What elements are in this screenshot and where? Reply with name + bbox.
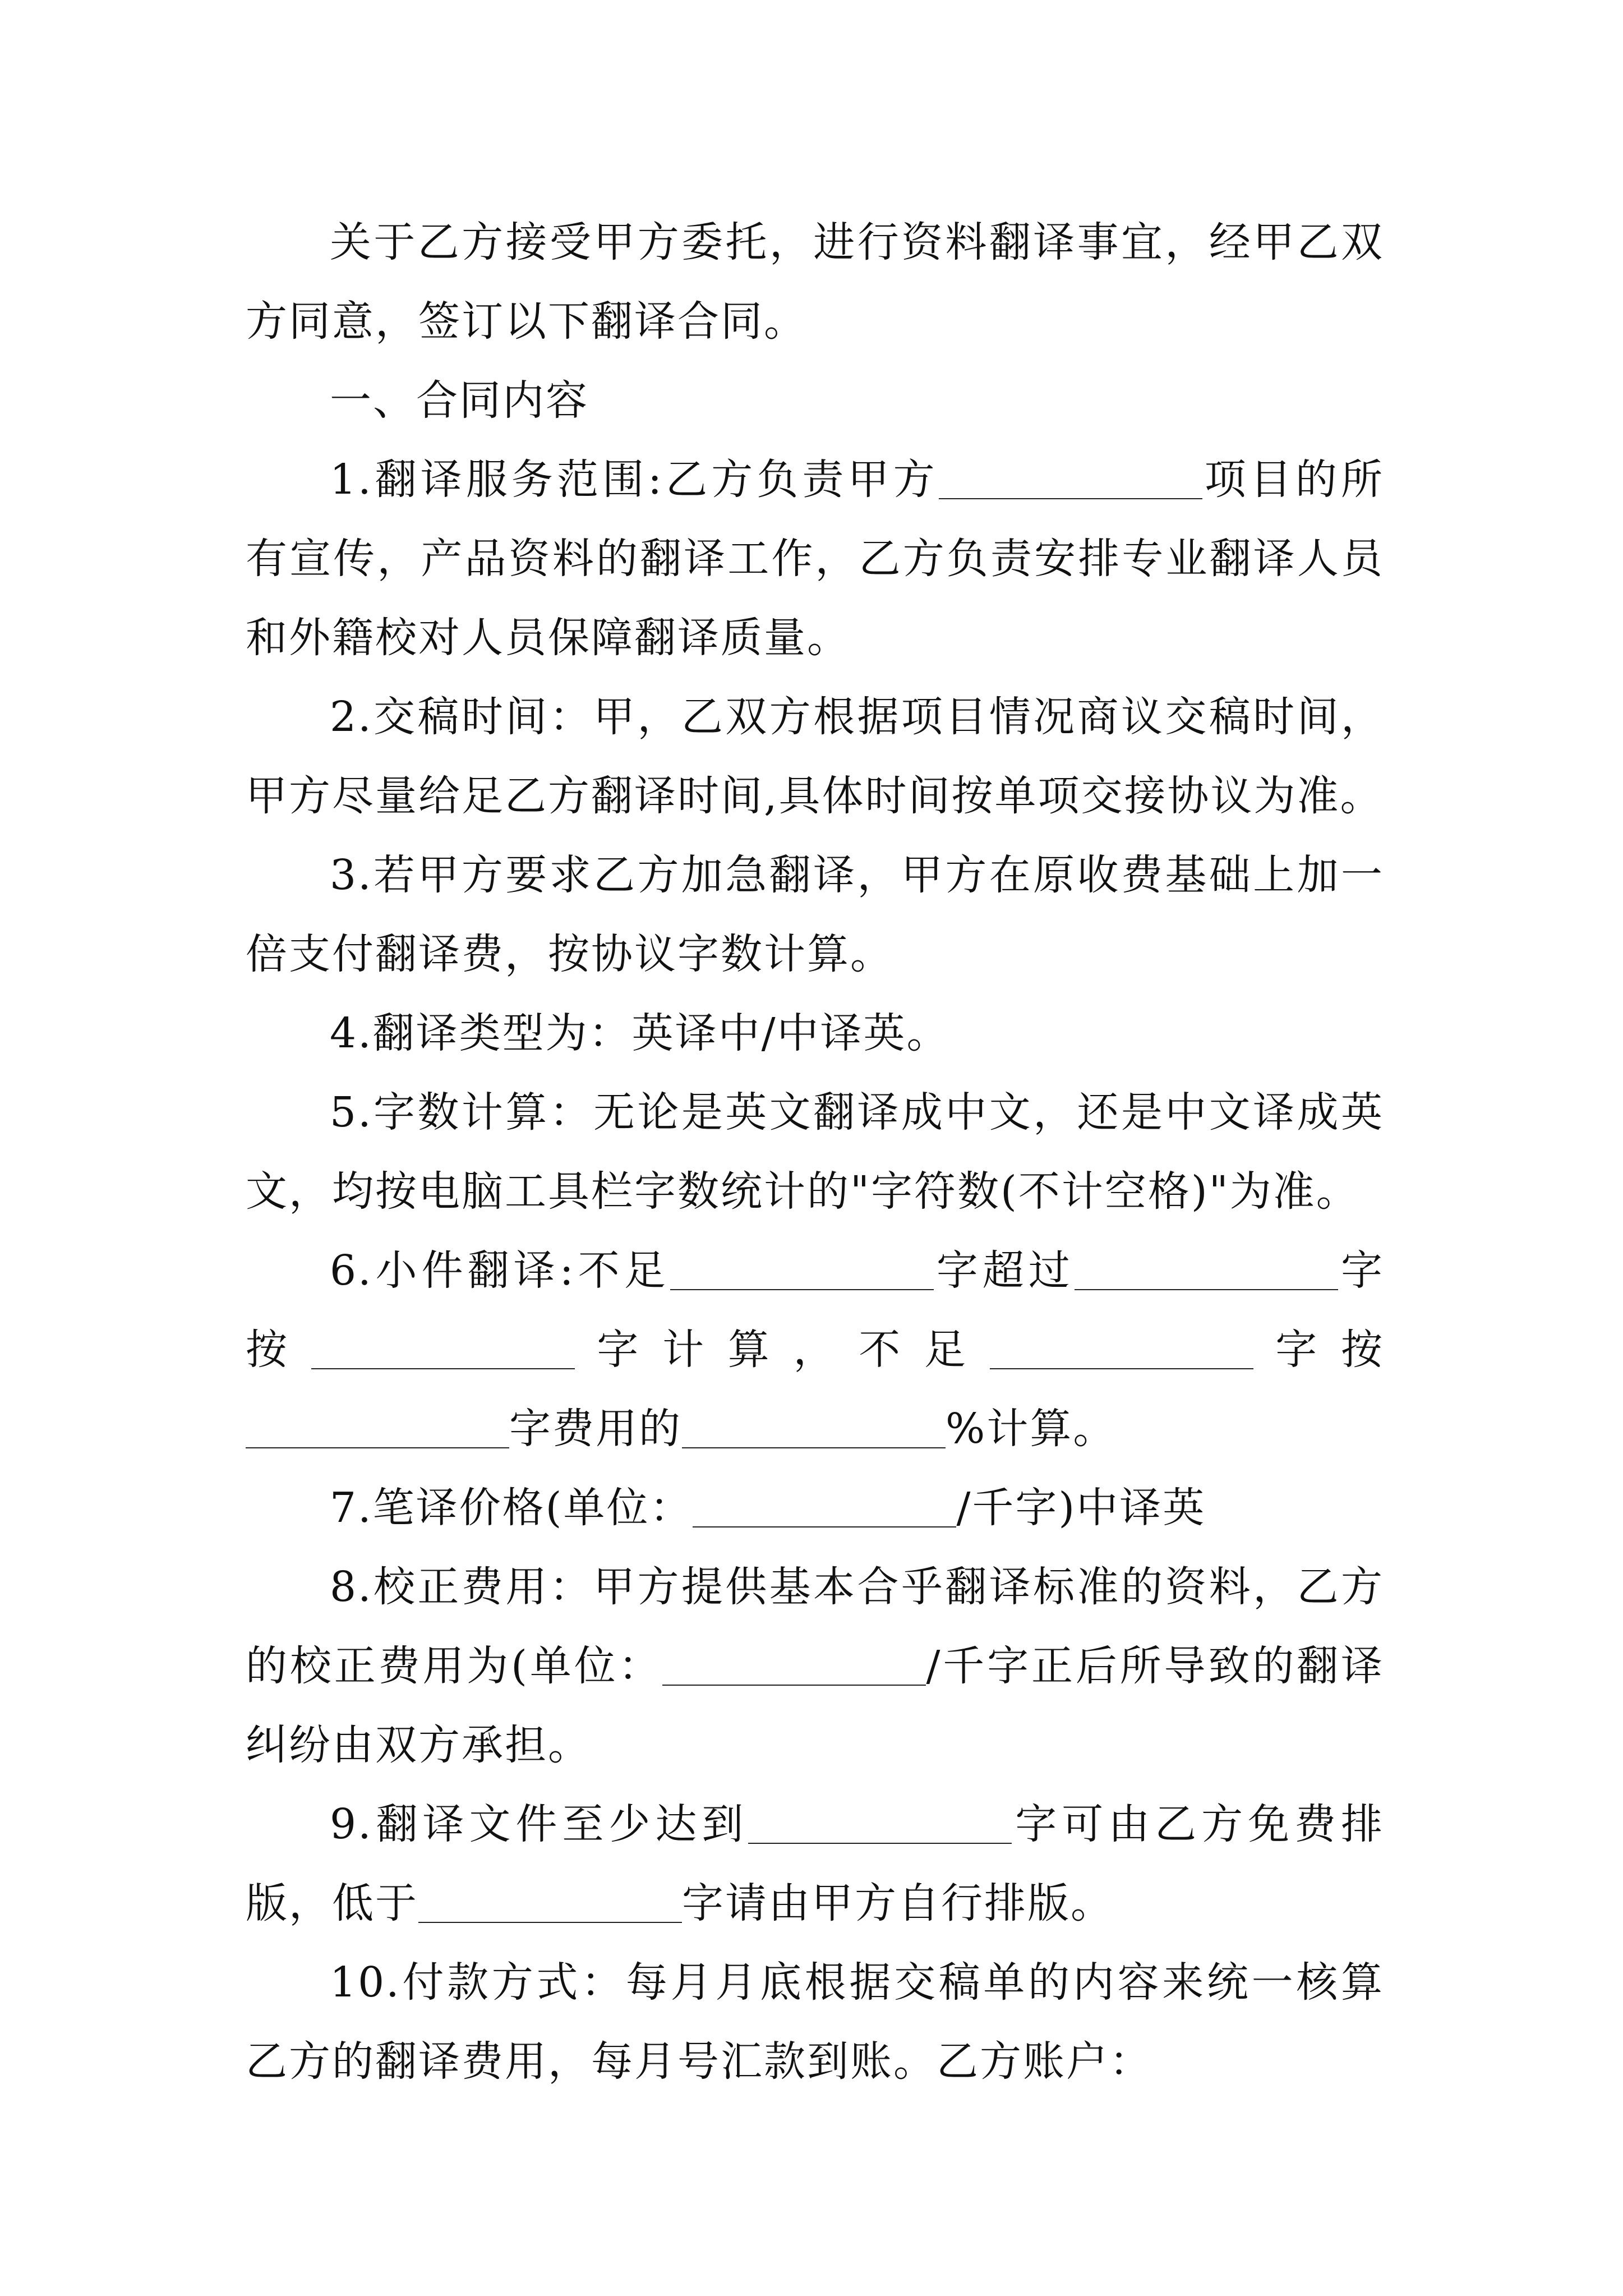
section-title: 一、合同内容 [330,376,589,425]
blank-proofread-price [662,1684,926,1686]
blank-percent [682,1447,946,1448]
clause-5: 5.字数计算：无论是英文翻译成中文，还是中文译成英文，均按电脑工具栏字数统计的"字符数(不计空格)"为准。 [246,1088,1384,1216]
blank-min-words [670,1289,934,1290]
blank-layout-under [418,1921,682,1923]
clause-6-part-6: 字费用的 [509,1405,682,1453]
clause-9 [246,1785,1384,1943]
clause-6-part-7: %计算。 [946,1405,1117,1453]
intro-paragraph: 关于乙方接受甲方委托，进行资料翻译事宜，经甲乙双方同意，签订以下翻译合同。 [246,218,1384,346]
clause-6-part-3: 字按 [246,1246,1385,1374]
clause-8 [246,1548,1384,1785]
clause-10: 10.付款方式：每月月底根据交稿单的内容来统一核算乙方的翻译费用，每月号汇款到账。乙方账户： [246,1958,1384,2086]
clause-3: 3.若甲方要求乙方加急翻译，甲方在原收费基础上加一倍支付翻译费，按协议字数计算。 [246,851,1384,978]
clause-6 [246,1231,1384,1469]
blank-translation-price [693,1526,956,1527]
clause-1 [246,440,1384,678]
clause-9-middle: 字可由乙方免费排版，低于 [246,1800,1384,1927]
clause-9-prefix: 9.翻译文件至少达到 [330,1800,749,1848]
blank-layout-min [748,1842,1012,1844]
blank-count-words [311,1368,575,1369]
clause-7 [246,1469,1384,1548]
clause-9-suffix: 字请由甲方自行排版。 [682,1879,1114,1927]
blank-fee-words [246,1447,509,1448]
clause-7-suffix: /千字)中译英 [956,1484,1206,1532]
clause-1-prefix: 1.翻译服务范围:乙方负责甲方 [330,455,939,504]
clause-6-part-2: 字超过 [933,1246,1075,1295]
blank-over-words [1075,1289,1338,1290]
blank-under-words [990,1368,1253,1369]
clause-1-suffix: 项目的所有宣传，产品资料的翻译工作，乙方负责安排专业翻译人员和外籍校对人员保障翻译质量。 [246,455,1384,662]
clause-6-part-5: 字按 [1253,1326,1385,1374]
clause-6-part-1: 6.小件翻译:不足 [330,1246,670,1295]
clause-2: 2.交稿时间：甲，乙双方根据项目情况商议交稿时间，甲方尽量给足乙方翻译时间,具体时间按单项交接协议为准。 [246,693,1384,820]
clause-4: 4.翻译类型为：英译中/中译英。 [330,1009,950,1057]
clause-8-prefix: 8.校正费用：甲方提供基本合乎翻译标准的资料，乙方的校正费用为(单位： [246,1563,1384,1690]
blank-project-name [939,498,1202,499]
contract-page [246,203,1384,2101]
clause-8-suffix: /千字正后所导致的翻译纠纷由双方承担。 [246,1642,1384,1769]
clause-6-part-4: 字计算，不足 [574,1326,990,1374]
clause-7-prefix: 7.笔译价格(单位： [330,1484,693,1532]
